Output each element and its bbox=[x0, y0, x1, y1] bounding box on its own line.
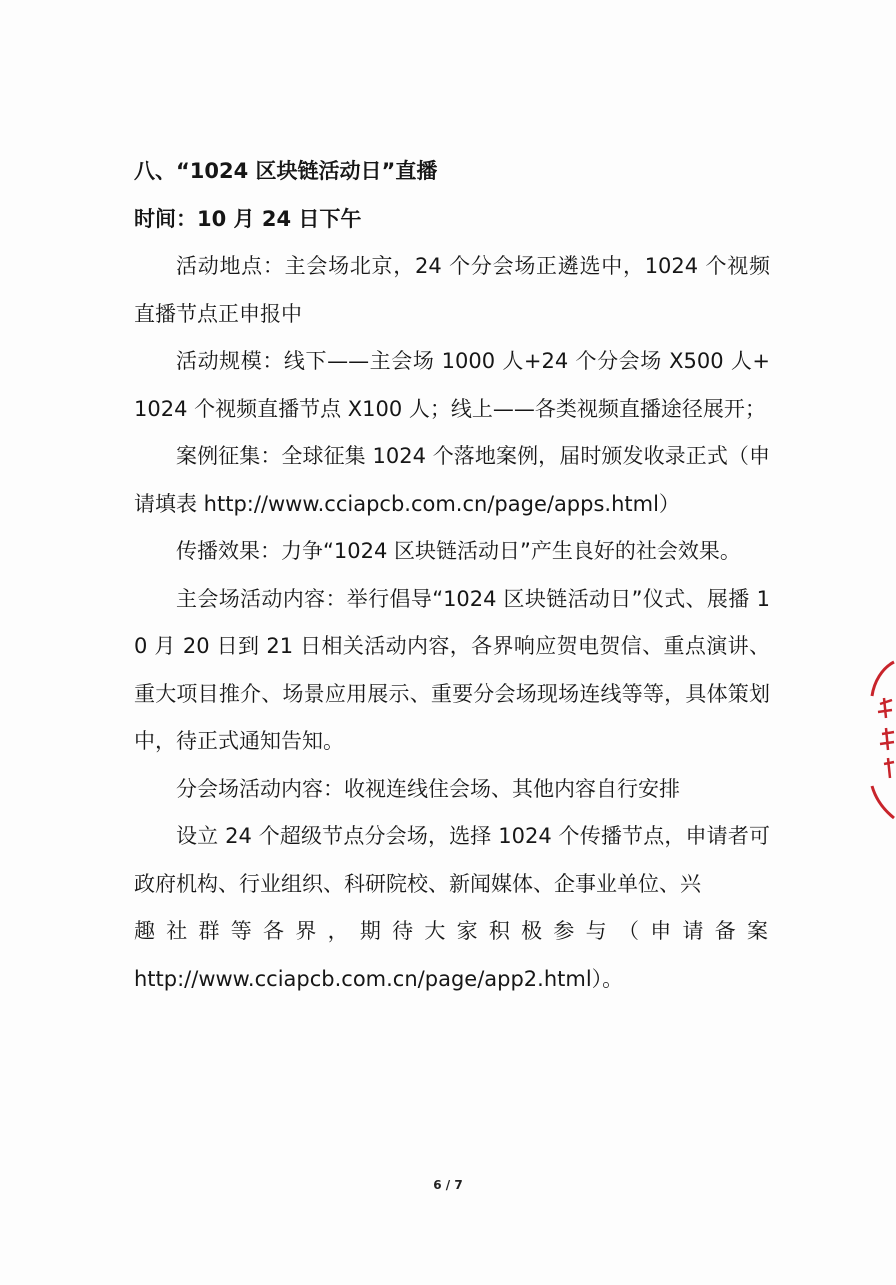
paragraph-setup-text: 设立 24 个超级节点分会场，选择 1024 个传播节点，申请者可政府机构、行业组织、科研院校、新闻媒体、企事业单位、兴 bbox=[134, 824, 770, 896]
paragraph-effect: 传播效果：力争“1024 区块链活动日”产生良好的社会效果。 bbox=[176, 539, 741, 563]
paragraph-location: 活动地点：主会场北京，24 个分会场正遴选中，1024 个视频直播节点正申报中 bbox=[134, 254, 770, 326]
paragraph-cases: 案例征集：全球征集 1024 个落地案例，届时颁发收录正式（申请填表 http://www.cciapcb.com.cn/page/apps.html） bbox=[134, 444, 770, 516]
section-number: 八、 bbox=[134, 159, 176, 183]
seal-char-3 bbox=[884, 758, 894, 778]
time-line: 时间：10 月 24 日下午 bbox=[134, 206, 362, 231]
page-number: 6 / 7 bbox=[433, 1178, 463, 1192]
section-heading bbox=[134, 148, 770, 196]
seal-char-1 bbox=[878, 698, 892, 718]
seal-arc-top bbox=[872, 662, 894, 696]
paragraph-main-content: 主会场活动内容：举行倡导“1024 区块链活动日”仪式、展播 10 月 20 日到 21 日相关活动内容，各界响应贺电贺信、重点演讲、重大项目推介、场景应用展示、重要分会场现场连线等等，具体策划中，待正式通知告知。 bbox=[134, 586, 770, 753]
paragraph-setup-url: http://www.cciapcb.com.cn/page/app2.html）。 bbox=[134, 966, 624, 991]
seal-edge-mark bbox=[866, 660, 896, 820]
seal-arc-bottom bbox=[872, 786, 894, 818]
paragraph-setup-line: 趣社群等各界，期待大家积极参与（申请备案 bbox=[134, 919, 770, 943]
section-title: “1024 区块链活动日”直播 bbox=[176, 159, 438, 183]
seal-char-2 bbox=[880, 728, 894, 750]
paragraph-sub-content: 分会场活动内容：收视连线住会场、其他内容自行安排 bbox=[176, 776, 680, 801]
paragraph-setup bbox=[134, 813, 770, 908]
paragraph-scale: 活动规模：线下——主会场 1000 人+24 个分会场 X500 人+1024 个视频直播节点 X100 人；线上——各类视频直播途径展开； bbox=[134, 349, 770, 421]
page-content bbox=[134, 148, 770, 1003]
